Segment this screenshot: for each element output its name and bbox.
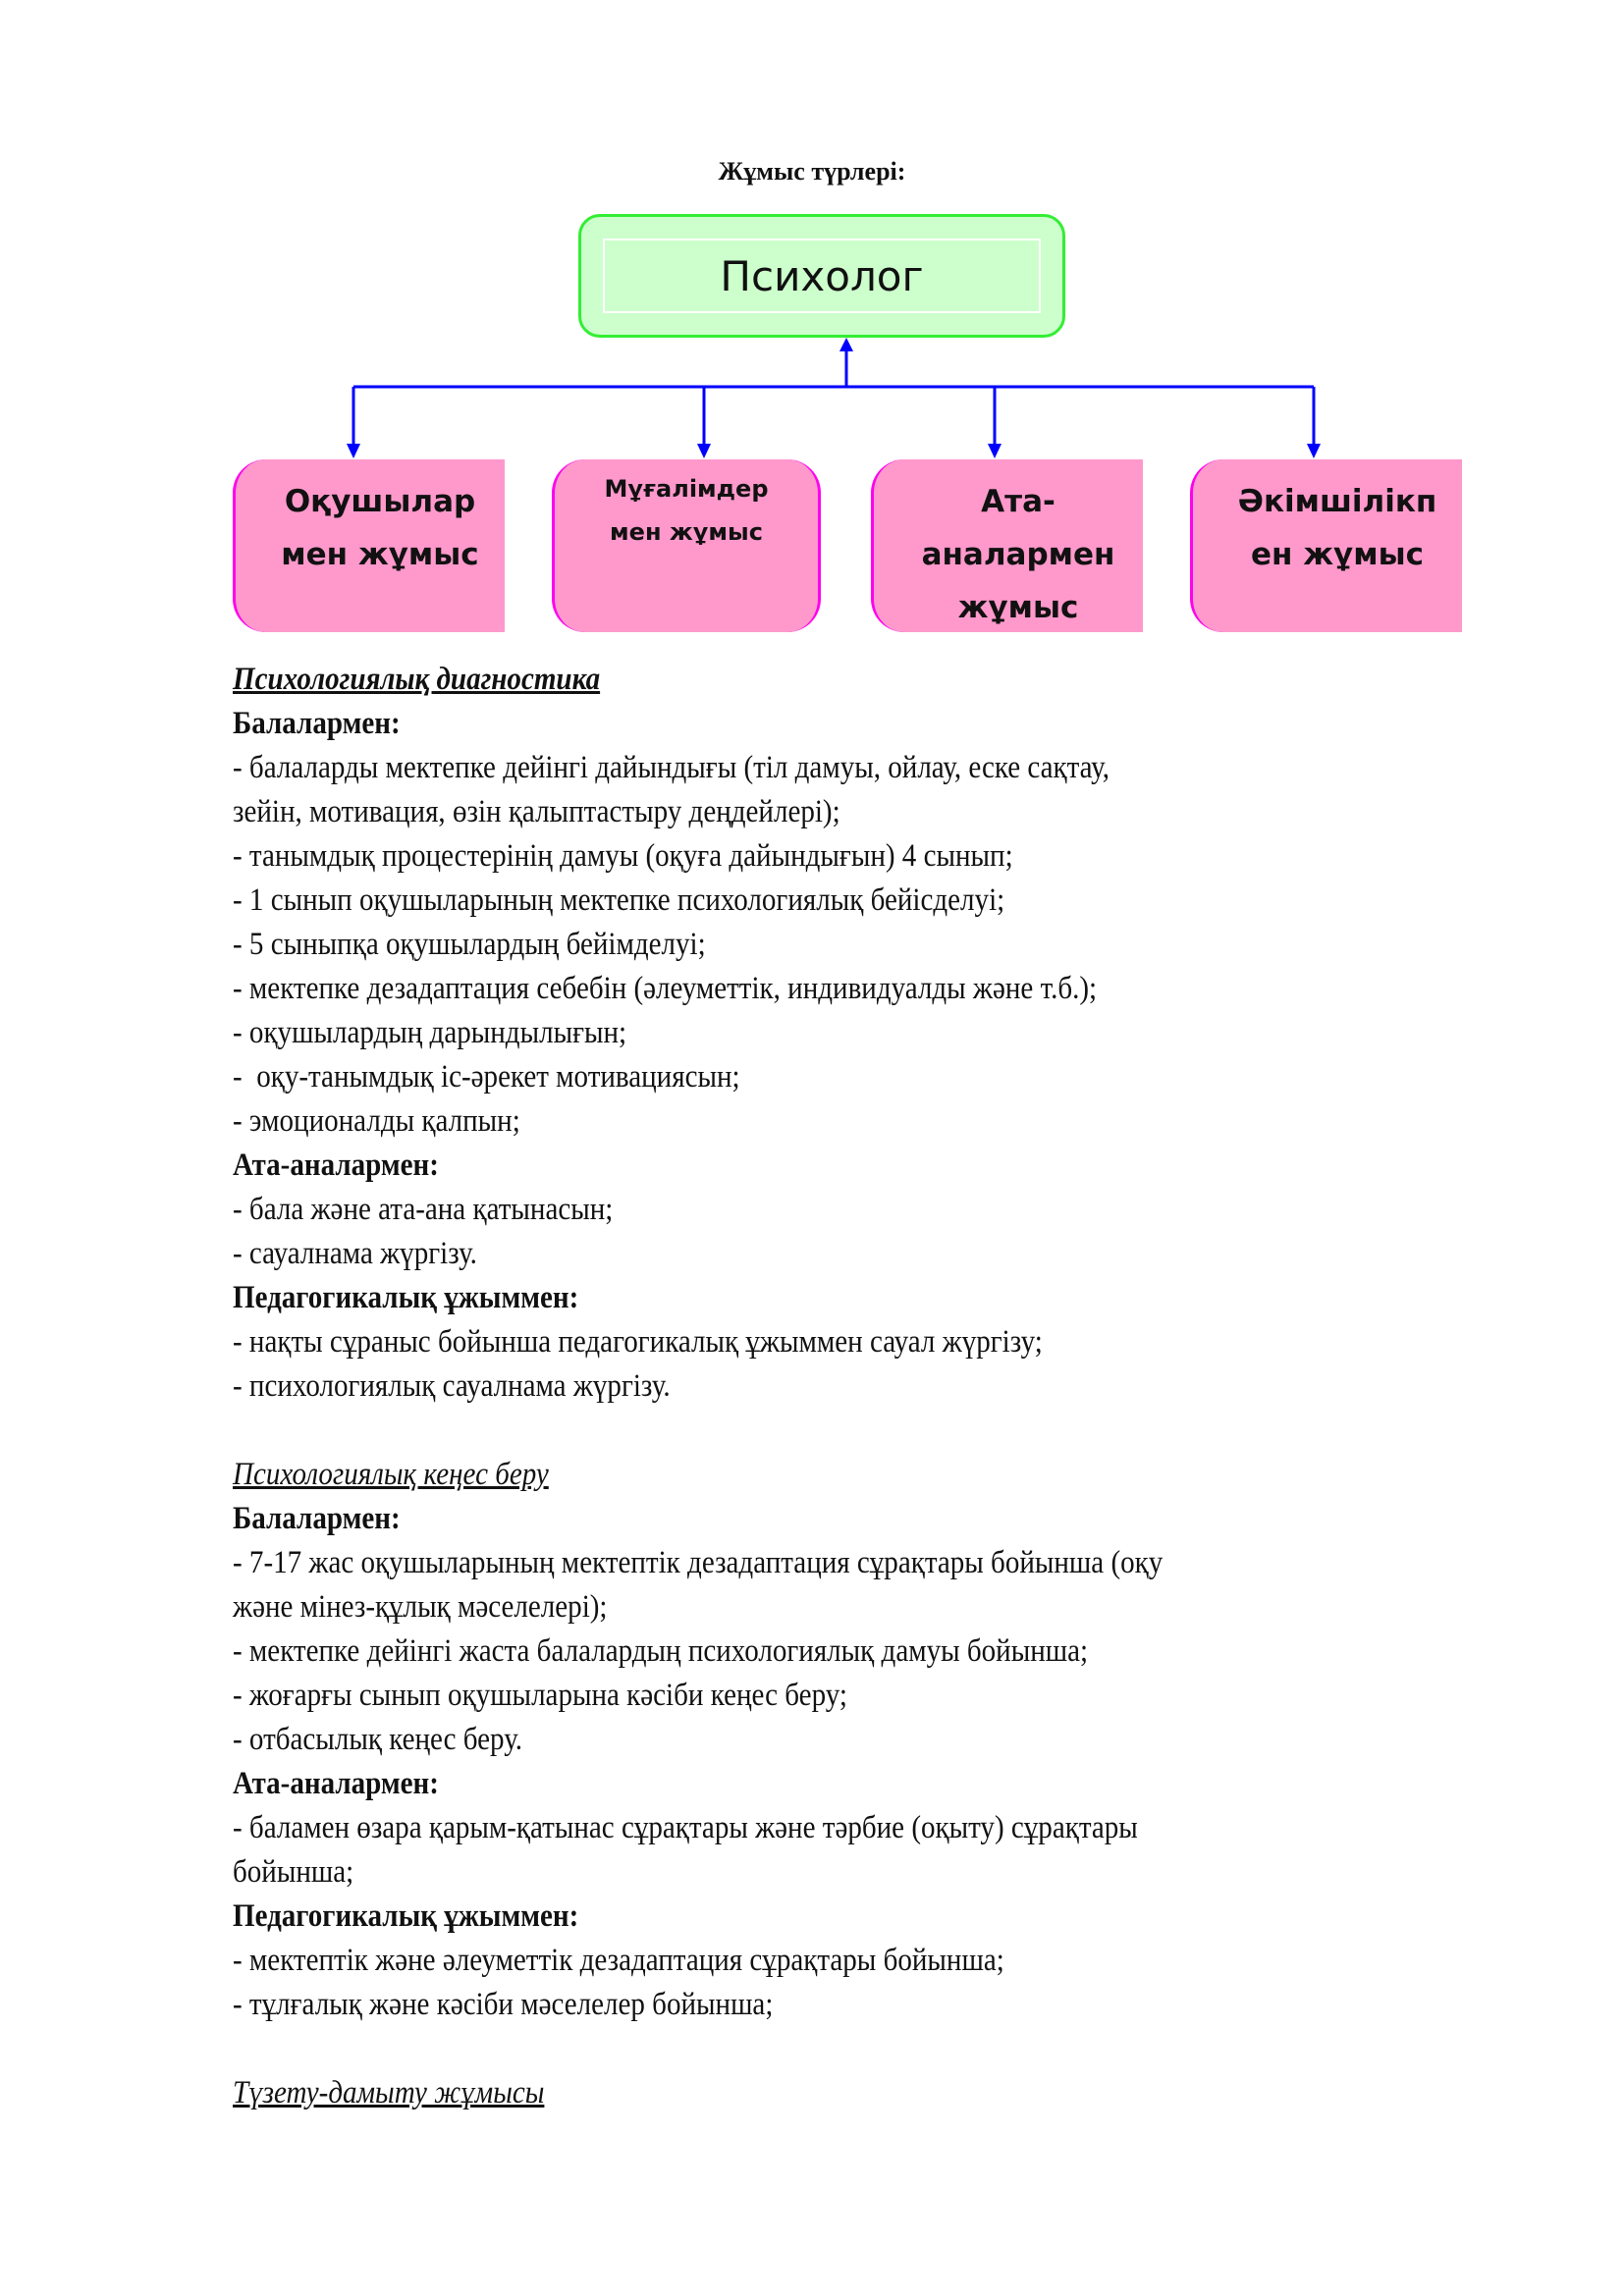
group-heading-children: Балалармен:	[233, 1501, 401, 1536]
group-heading-parents: Ата-аналармен:	[233, 1148, 439, 1183]
org-diagram	[0, 0, 1624, 667]
list-item: - отбасылық кеңес беру.	[233, 1722, 523, 1757]
child-node-label: Оқушылар мен жұмыс	[281, 484, 479, 572]
child-node-administration	[1190, 459, 1462, 632]
arrow-up-icon	[839, 338, 853, 351]
list-item: - 7-17 жас оқушыларының мектептік дезадаптация сұрақтары бойынша (оқу	[233, 1545, 1164, 1580]
list-item: - балаларды мектепке дейінгі дайындығы (тіл дамуы, ойлау, еске сақтау,	[233, 750, 1110, 785]
child-node-parents	[871, 459, 1143, 632]
child-node-teachers	[552, 459, 821, 632]
group-heading-parents: Ата-аналармен:	[233, 1766, 439, 1801]
group-heading-staff: Педагогикалық ұжыммен:	[233, 1898, 579, 1934]
child-node-label: Ата- аналармен жұмыс	[921, 484, 1115, 625]
root-node-psychologist	[578, 214, 1065, 338]
list-item: бойынша;	[233, 1854, 354, 1890]
arrow-down-icon	[347, 444, 360, 458]
list-item: - тұлғалық және кәсіби мәселелер бойынша;	[233, 1987, 774, 2022]
list-item: - жоғарғы сынып оқушыларына кәсіби кеңес беру;	[233, 1678, 847, 1713]
child-node-label: Әкімшілікп ен жұмыс	[1237, 484, 1437, 572]
child-node-students	[233, 459, 505, 632]
list-item: - мектепке дейінгі жаста балалардың психологиялық дамуы бойынша;	[233, 1633, 1089, 1669]
list-item: - оқу-танымдық іс-әрекет мотивациясын;	[233, 1059, 740, 1095]
spacer	[233, 2027, 1356, 2071]
list-item: және мінез-құлық мәселелері);	[233, 1589, 608, 1625]
list-item: зейін, мотивация, өзін қалыптастыру деңдейлері);	[233, 794, 840, 829]
page-title: Жұмыс түрлері:	[718, 157, 906, 186]
list-item: - сауалнама жүргізу.	[233, 1236, 477, 1271]
section-heading-counseling: Психологиялық кеңес беру	[233, 1457, 549, 1492]
arrow-down-icon	[988, 444, 1001, 458]
list-item: - мектептік және әлеуметтік дезадаптация сұрақтары бойынша;	[233, 1943, 1004, 1978]
group-heading-children: Балалармен:	[233, 706, 401, 741]
list-item: - бала және ата-ана қатынасын;	[233, 1192, 614, 1227]
list-item: - нақты сұраныс бойынша педагогикалық ұжыммен сауал жүргізу;	[233, 1324, 1043, 1360]
section-heading-diagnostics: Психологиялық диагностика	[233, 662, 601, 697]
list-item: - 5 сыныпқа оқушылардың бейімделуі;	[233, 927, 706, 962]
root-node-label: Психолог	[603, 239, 1041, 313]
group-heading-staff: Педагогикалық ұжыммен:	[233, 1280, 579, 1315]
arrow-down-icon	[1307, 444, 1321, 458]
list-item: - психологиялық сауалнама жүргізу.	[233, 1368, 671, 1404]
list-item: - 1 сынып оқушыларының мектепке психологиялық бейісделуі;	[233, 882, 1005, 918]
list-item: - баламен өзара қарым-қатынас сұрақтары және тәрбие (оқыту) сұрақтары	[233, 1810, 1138, 1845]
section-heading-correction: Түзету-дамыту жұмысы	[233, 2075, 545, 2110]
list-item: - оқушылардың дарындылығын;	[233, 1015, 627, 1050]
list-item: - танымдық процестерінің дамуы (оқуға дайындығын) 4 сынып;	[233, 838, 1013, 874]
document-body	[233, 658, 1356, 2115]
list-item: - мектепке дезадаптация себебін (әлеуметтік, индивидуалды және т.б.);	[233, 971, 1098, 1006]
child-node-label: Мұғалімдер мен жұмыс	[604, 475, 769, 546]
spacer	[233, 1409, 1356, 1453]
list-item: - эмоционалды қалпын;	[233, 1103, 520, 1139]
arrow-down-icon	[697, 444, 711, 458]
